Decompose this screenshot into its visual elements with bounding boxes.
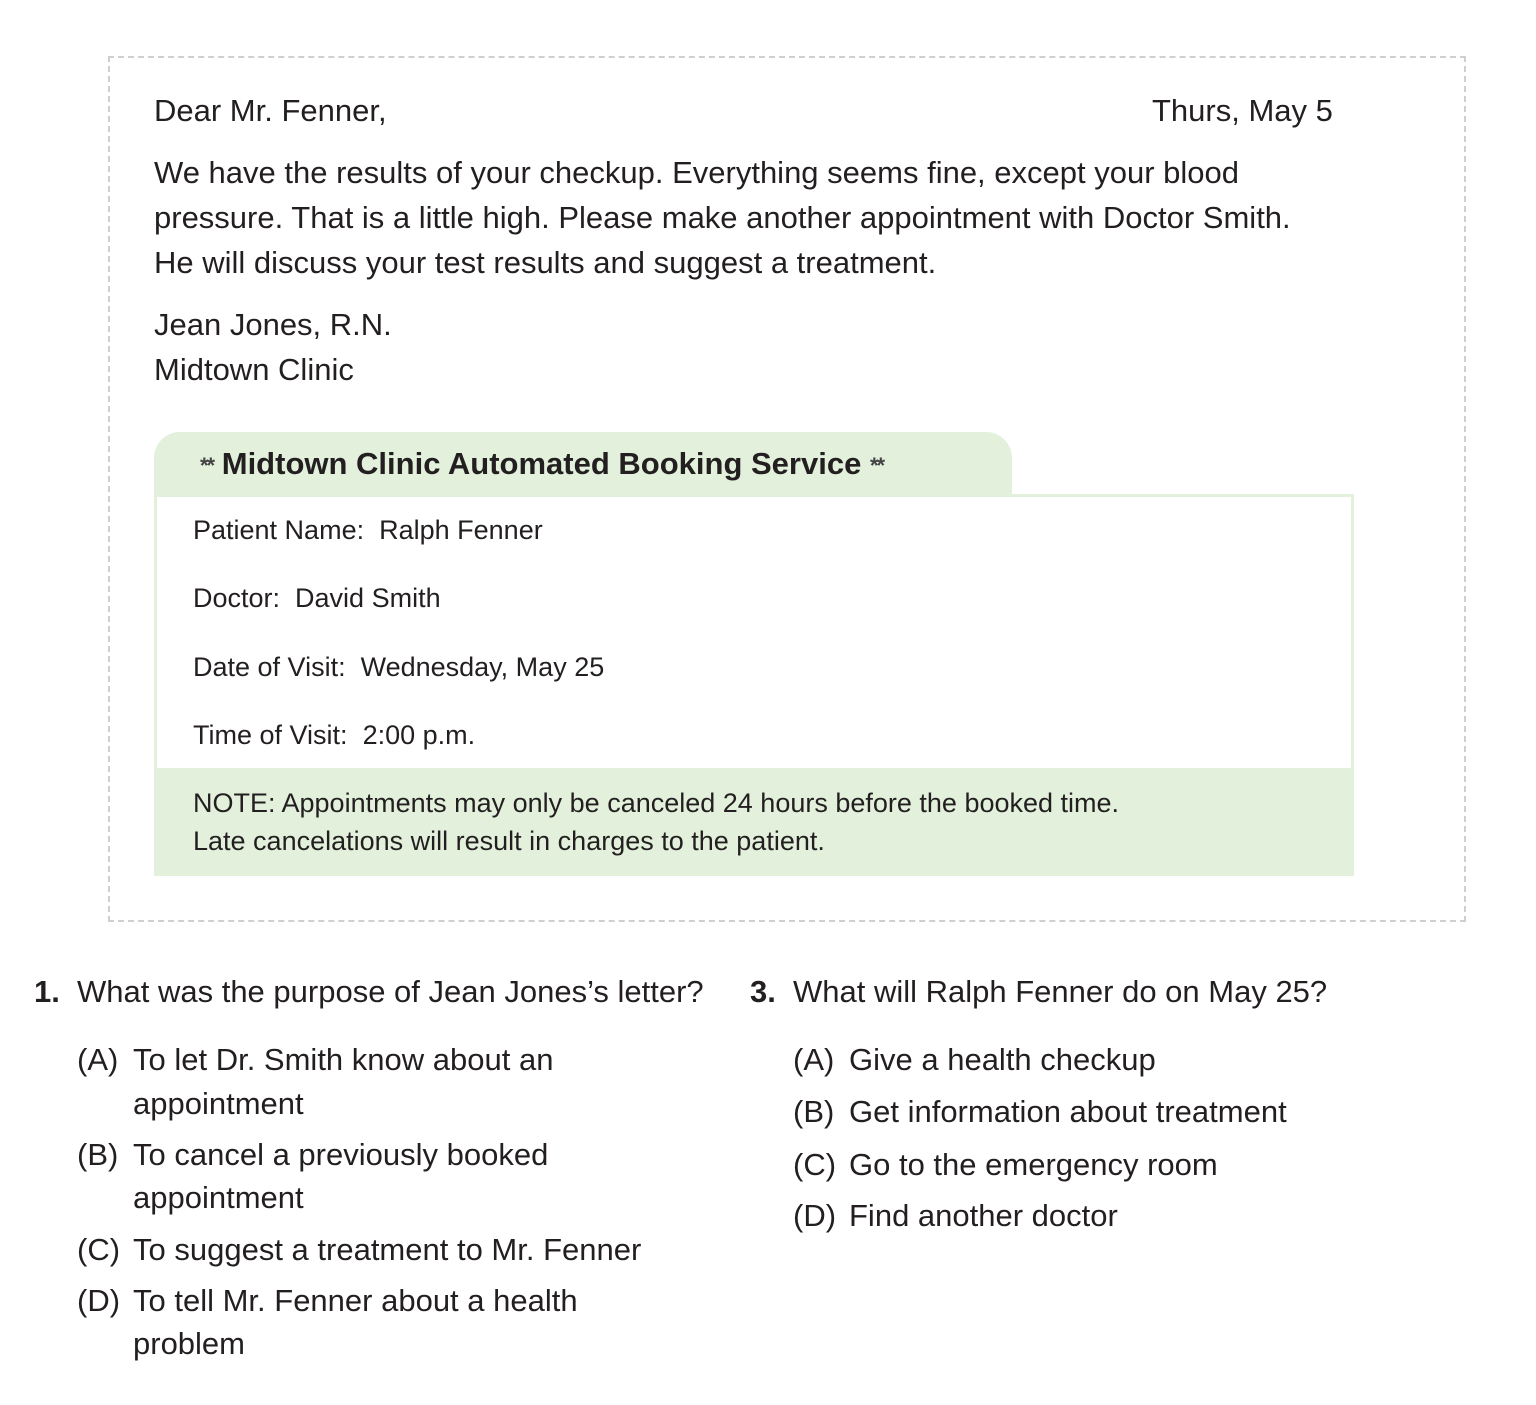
time-of-visit-field [193, 717, 475, 753]
option-text[interactable]: To let Dr. Smith know about an [133, 1042, 554, 1077]
patient-name-field [193, 512, 543, 548]
field-value: Ralph Fenner [379, 515, 543, 545]
option-letter[interactable]: (A) [77, 1042, 119, 1077]
field-value: Wednesday, May 25 [360, 652, 605, 682]
option-text[interactable]: Go to the emergency room [849, 1147, 1218, 1182]
note-line: NOTE: Appointments may only be canceled 24 hours before the booked time. [193, 788, 1120, 818]
option-text[interactable]: Give a health checkup [849, 1042, 1156, 1077]
option-text[interactable]: problem [133, 1326, 245, 1361]
field-value: 2:00 p.m. [362, 720, 476, 750]
date-of-visit-field [193, 649, 604, 685]
option-letter[interactable]: (B) [77, 1137, 119, 1172]
question-text: What was the purpose of Jean Jones’s letter? [77, 974, 704, 1009]
option-text[interactable]: To suggest a treatment to Mr. Fenner [133, 1232, 642, 1267]
booking-title-text: Midtown Clinic Automated Booking Service [221, 446, 862, 481]
question-number: 3. [750, 974, 776, 1009]
field-label: Patient Name: [193, 515, 365, 545]
field-value: David Smith [295, 583, 441, 613]
option-letter[interactable]: (A) [793, 1042, 835, 1077]
booking-title [200, 440, 883, 490]
option-letter[interactable]: (D) [793, 1198, 837, 1233]
option-letter[interactable]: (D) [77, 1283, 121, 1318]
option-text[interactable]: Get information about treatment [849, 1094, 1287, 1129]
letter-date: Thurs, May 5 [1152, 93, 1333, 128]
question-number: 1. [34, 974, 60, 1009]
letter-body-line: He will discuss your test results and suggest a treatment. [154, 245, 937, 280]
doctor-field [193, 580, 441, 616]
option-letter[interactable]: (C) [77, 1232, 121, 1267]
stars-left: ** [200, 452, 214, 478]
note-line: Late cancelations will result in charges to the patient. [193, 826, 825, 856]
option-letter[interactable]: (C) [793, 1147, 837, 1182]
question-text: What will Ralph Fenner do on May 25? [793, 974, 1328, 1009]
option-text[interactable]: Find another doctor [849, 1198, 1118, 1233]
field-label: Date of Visit: [193, 652, 346, 682]
option-text[interactable]: To tell Mr. Fenner about a health [133, 1283, 578, 1318]
field-label: Time of Visit: [193, 720, 348, 750]
option-letter[interactable]: (B) [793, 1094, 835, 1129]
option-text[interactable]: appointment [133, 1180, 304, 1215]
option-text[interactable]: appointment [133, 1086, 304, 1121]
letter-greeting: Dear Mr. Fenner, [154, 93, 387, 128]
letter-body-line: pressure. That is a little high. Please make another appointment with Doctor Smith. [154, 200, 1291, 235]
letter-body-line: We have the results of your checkup. Everything seems fine, except your blood [154, 155, 1239, 190]
option-text[interactable]: To cancel a previously booked [133, 1137, 549, 1172]
signature-name: Jean Jones, R.N. [154, 307, 392, 342]
stars-right: ** [869, 452, 884, 478]
signature-org: Midtown Clinic [154, 352, 354, 387]
field-label: Doctor: [193, 583, 281, 613]
